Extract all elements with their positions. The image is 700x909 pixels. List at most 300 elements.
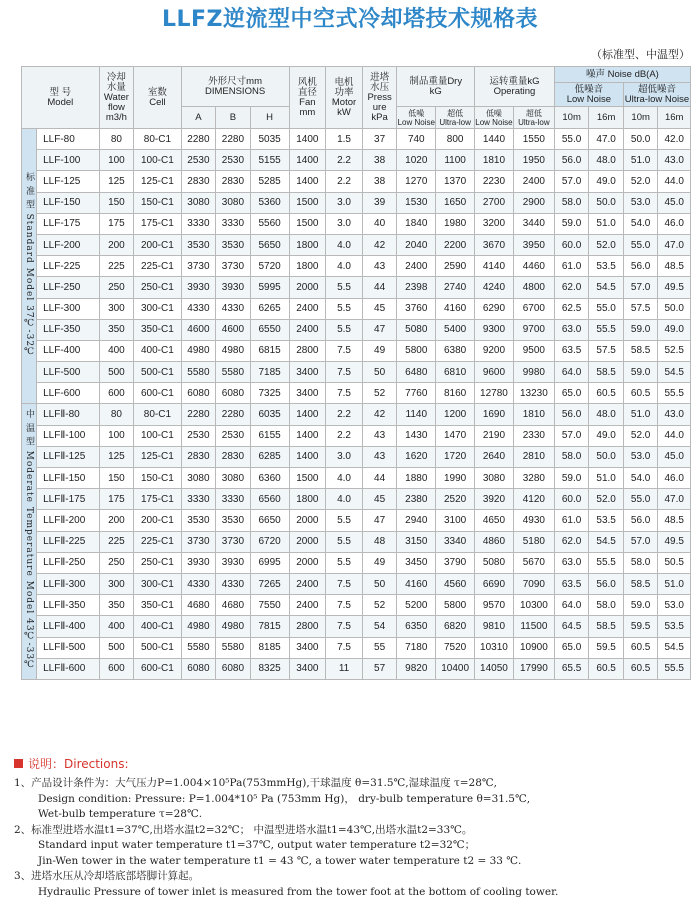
table-row bbox=[22, 468, 691, 489]
table-cell: 42 bbox=[362, 404, 397, 425]
note-line: 1、产品设计条件为：大气压力P=1.004×10⁵Pa(753mmHg),干球温度 θ=31.5℃,湿球温度 τ=28℃, bbox=[14, 777, 497, 789]
table-cell: 1800 bbox=[289, 256, 326, 277]
group-label-part: 标 bbox=[24, 171, 35, 182]
table-cell: 64.0 bbox=[554, 362, 589, 383]
table-row bbox=[22, 404, 691, 425]
table-cell: 59.0 bbox=[554, 468, 589, 489]
table-cell: 2000 bbox=[289, 510, 326, 531]
table-cell: 2940 bbox=[397, 510, 436, 531]
table-cell: 1810 bbox=[513, 404, 554, 425]
table-cell: 225 bbox=[99, 256, 134, 277]
table-cell: 3400 bbox=[289, 637, 326, 658]
header-op-low: 低噪 Low Noise bbox=[475, 108, 513, 127]
table-cell: 43 bbox=[362, 425, 397, 446]
header-model: 型 号 Model bbox=[22, 67, 100, 129]
table-cell: 2.2 bbox=[326, 425, 363, 446]
table-cell: 3950 bbox=[513, 234, 554, 255]
bullet-square-icon bbox=[14, 759, 23, 768]
model-cell: LLFⅡ-200 bbox=[37, 510, 100, 531]
table-cell: 7.5 bbox=[326, 383, 363, 404]
table-cell: 4980 bbox=[216, 616, 251, 637]
table-cell: 6820 bbox=[436, 616, 475, 637]
model-cell: LLF-200 bbox=[37, 234, 100, 255]
model-cell: LLFⅡ-175 bbox=[37, 489, 100, 510]
table-cell: 6720 bbox=[250, 531, 289, 552]
table-cell: 1200 bbox=[436, 404, 475, 425]
table-cell: 2900 bbox=[513, 192, 554, 213]
table-cell: 800 bbox=[436, 129, 475, 150]
table-cell: 3150 bbox=[397, 531, 436, 552]
table-cell: 80-C1 bbox=[134, 404, 181, 425]
header-op-weight: 运转重量kG Operating bbox=[475, 67, 555, 107]
table-cell: 5080 bbox=[397, 319, 436, 340]
table-cell: 58.0 bbox=[589, 595, 624, 616]
table-cell: 125-C1 bbox=[134, 171, 181, 192]
table-cell: 48.0 bbox=[589, 150, 624, 171]
table-cell: 57.0 bbox=[554, 425, 589, 446]
table-cell: 225-C1 bbox=[134, 256, 181, 277]
table-cell: 5800 bbox=[436, 595, 475, 616]
model-cell: LLFⅡ-125 bbox=[37, 446, 100, 467]
table-row bbox=[22, 616, 691, 637]
table-cell: 5580 bbox=[216, 362, 251, 383]
table-cell: 58.0 bbox=[554, 192, 589, 213]
directions-heading: 说明：Directions: bbox=[14, 755, 694, 772]
table-cell: 2.2 bbox=[326, 150, 363, 171]
table-cell: 48.5 bbox=[658, 510, 691, 531]
model-cell: LLF-300 bbox=[37, 298, 100, 319]
table-cell: 63.5 bbox=[554, 573, 589, 594]
table-cell: 3400 bbox=[289, 362, 326, 383]
table-cell: 5.5 bbox=[326, 319, 363, 340]
table-cell: 56.0 bbox=[589, 573, 624, 594]
table-cell: 49 bbox=[362, 340, 397, 361]
model-cell: LLFⅡ-400 bbox=[37, 616, 100, 637]
table-cell: 47 bbox=[362, 319, 397, 340]
table-row bbox=[22, 489, 691, 510]
table-cell: 58.5 bbox=[623, 340, 658, 361]
page-subtitle: （标准型、中温型） bbox=[591, 48, 690, 61]
table-cell: 60.0 bbox=[554, 234, 589, 255]
table-row bbox=[22, 150, 691, 171]
table-cell: 50.0 bbox=[589, 446, 624, 467]
table-cell: 3930 bbox=[216, 277, 251, 298]
table-cell: 6080 bbox=[181, 658, 216, 679]
table-cell: 9300 bbox=[475, 319, 514, 340]
table-cell: 7550 bbox=[250, 595, 289, 616]
table-cell: 57 bbox=[362, 658, 397, 679]
table-cell: 6080 bbox=[216, 658, 251, 679]
table-cell: 5200 bbox=[397, 595, 436, 616]
table-cell: 200-C1 bbox=[134, 234, 181, 255]
group-label-part: 43℃-33℃ bbox=[24, 618, 35, 672]
table-cell: 1950 bbox=[513, 150, 554, 171]
note-line: Hydraulic Pressure of tower inlet is measured from the tower foot at the bottom of cooling tower. bbox=[38, 885, 559, 898]
table-cell: 14050 bbox=[475, 658, 514, 679]
table-cell: 52.0 bbox=[623, 425, 658, 446]
table-row bbox=[22, 425, 691, 446]
table-cell: 100-C1 bbox=[134, 150, 181, 171]
model-cell: LLFⅡ-80 bbox=[37, 404, 100, 425]
table-cell: 44.0 bbox=[658, 171, 691, 192]
table-cell: 53.5 bbox=[658, 616, 691, 637]
table-cell: 59.5 bbox=[623, 616, 658, 637]
table-cell: 4120 bbox=[513, 489, 554, 510]
table-cell: 62.0 bbox=[554, 531, 589, 552]
table-cell: 49.0 bbox=[658, 319, 691, 340]
table-cell: 6815 bbox=[250, 340, 289, 361]
table-row bbox=[22, 573, 691, 594]
table-cell: 55 bbox=[362, 637, 397, 658]
model-cell: LLF-80 bbox=[37, 129, 100, 150]
header-dry-ultra: 超低 Ultra-low bbox=[436, 107, 475, 129]
table-cell: 400-C1 bbox=[134, 616, 181, 637]
page-title: LLFZ逆流型中空式冷却塔技术规格表 bbox=[161, 7, 539, 32]
group-label-part: 中 bbox=[24, 409, 35, 420]
table-cell: 6995 bbox=[250, 552, 289, 573]
table-cell: 61.0 bbox=[554, 256, 589, 277]
table-cell: 7325 bbox=[250, 383, 289, 404]
table-cell: 9500 bbox=[513, 340, 554, 361]
table-cell: 2400 bbox=[397, 256, 436, 277]
table-cell: 500-C1 bbox=[134, 362, 181, 383]
table-cell: 55.5 bbox=[589, 319, 624, 340]
table-cell: 5995 bbox=[250, 277, 289, 298]
table-cell: 6480 bbox=[397, 362, 436, 383]
table-cell: 7.5 bbox=[326, 595, 363, 616]
table-cell: 52.0 bbox=[623, 171, 658, 192]
model-cell: LLF-250 bbox=[37, 277, 100, 298]
table-cell: 1880 bbox=[397, 468, 436, 489]
table-cell: 1400 bbox=[289, 150, 326, 171]
table-row bbox=[22, 531, 691, 552]
table-cell: 4930 bbox=[513, 510, 554, 531]
table-cell: 54.5 bbox=[589, 531, 624, 552]
table-row bbox=[22, 129, 691, 150]
table-cell: 2000 bbox=[289, 277, 326, 298]
table-cell: 39 bbox=[362, 192, 397, 213]
table-cell: 5580 bbox=[216, 637, 251, 658]
group-label-standard bbox=[22, 129, 37, 404]
table-cell: 9820 bbox=[397, 658, 436, 679]
table-cell: 6650 bbox=[250, 510, 289, 531]
table-cell: 6080 bbox=[216, 383, 251, 404]
header-fan: 风机 直径 Fan mm bbox=[289, 67, 326, 129]
directions-notes bbox=[14, 755, 694, 900]
table-cell: 45.0 bbox=[658, 446, 691, 467]
table-cell: 2400 bbox=[513, 171, 554, 192]
header-low-noise: 低噪音 Low Noise bbox=[554, 83, 623, 107]
table-cell: 5360 bbox=[250, 192, 289, 213]
table-cell: 44 bbox=[362, 277, 397, 298]
table-cell: 47.0 bbox=[589, 129, 624, 150]
table-cell: 600-C1 bbox=[134, 658, 181, 679]
table-cell: 57.5 bbox=[589, 340, 624, 361]
table-cell: 1370 bbox=[436, 171, 475, 192]
table-cell: 2530 bbox=[181, 150, 216, 171]
table-cell: 65.0 bbox=[554, 383, 589, 404]
table-row bbox=[22, 340, 691, 361]
table-cell: 3280 bbox=[513, 468, 554, 489]
table-cell: 6560 bbox=[250, 489, 289, 510]
table-cell: 225 bbox=[99, 531, 134, 552]
group-label-part: 型 bbox=[24, 436, 35, 447]
table-cell: 3100 bbox=[436, 510, 475, 531]
table-cell: 64.0 bbox=[554, 595, 589, 616]
table-cell: 42 bbox=[362, 234, 397, 255]
table-cell: 3400 bbox=[289, 383, 326, 404]
table-cell: 6080 bbox=[181, 383, 216, 404]
table-cell: 3.0 bbox=[326, 213, 363, 234]
table-cell: 1470 bbox=[436, 425, 475, 446]
table-row bbox=[22, 362, 691, 383]
table-cell: 5180 bbox=[513, 531, 554, 552]
table-cell: 57.0 bbox=[623, 277, 658, 298]
group-label-text bbox=[23, 409, 35, 671]
table-cell: 11500 bbox=[513, 616, 554, 637]
table-cell: 1270 bbox=[397, 171, 436, 192]
table-cell: 60.0 bbox=[554, 489, 589, 510]
table-cell: 50 bbox=[362, 362, 397, 383]
table-cell: 8325 bbox=[250, 658, 289, 679]
table-cell: 1800 bbox=[289, 234, 326, 255]
model-cell: LLF-225 bbox=[37, 256, 100, 277]
table-cell: 3080 bbox=[181, 468, 216, 489]
header-op-ultra: 超低 Ultra-low bbox=[513, 107, 554, 129]
table-cell: 5720 bbox=[250, 256, 289, 277]
table-cell: 3730 bbox=[216, 256, 251, 277]
table-cell: 45.0 bbox=[658, 192, 691, 213]
table-cell: 6550 bbox=[250, 319, 289, 340]
group-label-part: 温 bbox=[24, 422, 35, 433]
model-cell: LLF-175 bbox=[37, 213, 100, 234]
table-cell: 2190 bbox=[475, 425, 514, 446]
table-cell: 500 bbox=[99, 362, 134, 383]
table-cell: 54.0 bbox=[623, 213, 658, 234]
table-cell: 5035 bbox=[250, 129, 289, 150]
table-cell: 56.0 bbox=[554, 404, 589, 425]
table-cell: 7815 bbox=[250, 616, 289, 637]
table-cell: 1550 bbox=[513, 129, 554, 150]
table-cell: 3080 bbox=[216, 192, 251, 213]
note-line: 3、进塔水压从冷却塔底部塔脚计算起。 bbox=[14, 870, 200, 882]
table-cell: 38 bbox=[362, 171, 397, 192]
table-cell: 5080 bbox=[475, 552, 514, 573]
table-cell: 52.0 bbox=[589, 489, 624, 510]
table-cell: 1400 bbox=[289, 425, 326, 446]
table-cell: 4160 bbox=[436, 298, 475, 319]
table-cell: 43.0 bbox=[658, 150, 691, 171]
table-cell: 58.0 bbox=[623, 552, 658, 573]
table-cell: 1980 bbox=[436, 213, 475, 234]
table-cell: 51.0 bbox=[589, 213, 624, 234]
note-line: 2、标准型进塔水温t1=37℃,出塔水温t2=32℃； 中温型进塔水温t1=43℃,出塔水温t2=33℃。 bbox=[14, 823, 473, 836]
table-cell: 2400 bbox=[289, 595, 326, 616]
table-cell: 2400 bbox=[289, 298, 326, 319]
table-cell: 52 bbox=[362, 595, 397, 616]
table-cell: 350 bbox=[99, 319, 134, 340]
table-cell: 4980 bbox=[181, 616, 216, 637]
table-cell: 7.5 bbox=[326, 637, 363, 658]
table-cell: 5670 bbox=[513, 552, 554, 573]
table-cell: 5580 bbox=[181, 362, 216, 383]
table-cell: 59.5 bbox=[589, 637, 624, 658]
table-cell: 57.5 bbox=[623, 298, 658, 319]
table-cell: 37 bbox=[362, 129, 397, 150]
table-cell: 3790 bbox=[436, 552, 475, 573]
table-cell: 6285 bbox=[250, 446, 289, 467]
table-cell: 4.0 bbox=[326, 468, 363, 489]
table-cell: 400-C1 bbox=[134, 340, 181, 361]
table-cell: 5580 bbox=[181, 637, 216, 658]
table-cell: 1140 bbox=[397, 404, 436, 425]
table-cell: 48 bbox=[362, 531, 397, 552]
table-cell: 4330 bbox=[181, 298, 216, 319]
table-cell: 2400 bbox=[289, 573, 326, 594]
table-cell: 1400 bbox=[289, 404, 326, 425]
table-cell: 49.5 bbox=[658, 277, 691, 298]
table-cell: 2000 bbox=[289, 531, 326, 552]
table-cell: 4160 bbox=[397, 573, 436, 594]
table-cell: 53.5 bbox=[589, 256, 624, 277]
table-cell: 300 bbox=[99, 573, 134, 594]
table-cell: 4860 bbox=[475, 531, 514, 552]
table-cell: 2230 bbox=[475, 171, 514, 192]
table-cell: 7.5 bbox=[326, 362, 363, 383]
table-cell: 3760 bbox=[397, 298, 436, 319]
table-cell: 52.5 bbox=[658, 340, 691, 361]
table-cell: 9200 bbox=[475, 340, 514, 361]
model-cell: LLF-350 bbox=[37, 319, 100, 340]
header-cell: 室数 Cell bbox=[134, 67, 181, 129]
table-cell: 2398 bbox=[397, 277, 436, 298]
table-row bbox=[22, 298, 691, 319]
table-cell: 2740 bbox=[436, 277, 475, 298]
table-cell: 6350 bbox=[397, 616, 436, 637]
table-cell: 10300 bbox=[513, 595, 554, 616]
group-label-text bbox=[23, 172, 35, 358]
table-cell: 55.0 bbox=[589, 298, 624, 319]
table-cell: 3.0 bbox=[326, 192, 363, 213]
group-label-moderate bbox=[22, 404, 37, 679]
table-cell: 2330 bbox=[513, 425, 554, 446]
table-cell: 6700 bbox=[513, 298, 554, 319]
table-cell: 225-C1 bbox=[134, 531, 181, 552]
table-cell: 3330 bbox=[216, 213, 251, 234]
table-cell: 2830 bbox=[216, 171, 251, 192]
table-cell: 1400 bbox=[289, 446, 326, 467]
table-cell: 3330 bbox=[216, 489, 251, 510]
table-cell: 53.0 bbox=[658, 595, 691, 616]
table-cell: 50 bbox=[362, 573, 397, 594]
table-cell: 2810 bbox=[513, 446, 554, 467]
table-cell: 3200 bbox=[475, 213, 514, 234]
table-cell: 2.2 bbox=[326, 404, 363, 425]
table-cell: 54 bbox=[362, 616, 397, 637]
table-cell: 2800 bbox=[289, 616, 326, 637]
table-cell: 56.0 bbox=[623, 256, 658, 277]
model-cell: LLFⅡ-225 bbox=[37, 531, 100, 552]
table-row bbox=[22, 637, 691, 658]
table-cell: 100 bbox=[99, 150, 134, 171]
table-cell: 1800 bbox=[289, 489, 326, 510]
table-cell: 600-C1 bbox=[134, 383, 181, 404]
table-cell: 49.0 bbox=[589, 171, 624, 192]
table-cell: 2830 bbox=[181, 446, 216, 467]
table-cell: 300-C1 bbox=[134, 298, 181, 319]
table-cell: 100 bbox=[99, 425, 134, 446]
table-cell: 3930 bbox=[181, 552, 216, 573]
table-cell: 4680 bbox=[181, 595, 216, 616]
table-cell: 5.5 bbox=[326, 552, 363, 573]
header-low-16m: 16m bbox=[589, 107, 624, 129]
header-ultra-noise: 超低噪音 Ultra-low Noise bbox=[624, 83, 690, 105]
table-cell: 600 bbox=[99, 383, 134, 404]
table-cell: 200-C1 bbox=[134, 510, 181, 531]
table-cell: 6265 bbox=[250, 298, 289, 319]
table-cell: 64.5 bbox=[554, 616, 589, 637]
table-cell: 1400 bbox=[289, 129, 326, 150]
table-cell: 350 bbox=[99, 595, 134, 616]
table-cell: 1100 bbox=[436, 150, 475, 171]
table-cell: 6360 bbox=[250, 468, 289, 489]
table-cell: 2280 bbox=[216, 404, 251, 425]
table-cell: 50.0 bbox=[589, 192, 624, 213]
table-cell: 48.5 bbox=[658, 256, 691, 277]
table-cell: 300-C1 bbox=[134, 573, 181, 594]
table-cell: 47 bbox=[362, 510, 397, 531]
table-cell: 9570 bbox=[475, 595, 514, 616]
table-cell: 500-C1 bbox=[134, 637, 181, 658]
table-cell: 300 bbox=[99, 298, 134, 319]
table-cell: 57.0 bbox=[554, 171, 589, 192]
header-dim-a: A bbox=[181, 107, 216, 129]
table-cell: 6035 bbox=[250, 404, 289, 425]
table-cell: 62.5 bbox=[554, 298, 589, 319]
table-cell: 4330 bbox=[181, 573, 216, 594]
table-cell: 59.0 bbox=[623, 362, 658, 383]
table-cell: 65.0 bbox=[554, 637, 589, 658]
table-cell: 49 bbox=[362, 552, 397, 573]
table-cell: 7.5 bbox=[326, 573, 363, 594]
table-row bbox=[22, 319, 691, 340]
table-cell: 200 bbox=[99, 510, 134, 531]
table-cell: 3930 bbox=[216, 552, 251, 573]
table-cell: 43.0 bbox=[658, 404, 691, 425]
table-cell: 175-C1 bbox=[134, 489, 181, 510]
table-cell: 52.0 bbox=[589, 234, 624, 255]
table-cell: 9600 bbox=[475, 362, 514, 383]
table-row bbox=[22, 552, 691, 573]
table-cell: 4980 bbox=[216, 340, 251, 361]
table-cell: 49.0 bbox=[589, 425, 624, 446]
table-cell: 4600 bbox=[216, 319, 251, 340]
table-cell: 47.0 bbox=[658, 489, 691, 510]
table-cell: 2280 bbox=[216, 129, 251, 150]
table-cell: 2280 bbox=[181, 129, 216, 150]
table-cell: 3080 bbox=[181, 192, 216, 213]
table-cell: 175 bbox=[99, 489, 134, 510]
table-cell: 56.0 bbox=[554, 150, 589, 171]
table-cell: 2400 bbox=[289, 319, 326, 340]
table-cell: 125-C1 bbox=[134, 446, 181, 467]
table-cell: 58.0 bbox=[554, 446, 589, 467]
table-cell: 1500 bbox=[289, 192, 326, 213]
table-cell: 46.0 bbox=[658, 468, 691, 489]
table-cell: 80-C1 bbox=[134, 129, 181, 150]
group-label-part: 37℃-32℃ bbox=[24, 304, 35, 358]
table-cell: 4240 bbox=[475, 277, 514, 298]
